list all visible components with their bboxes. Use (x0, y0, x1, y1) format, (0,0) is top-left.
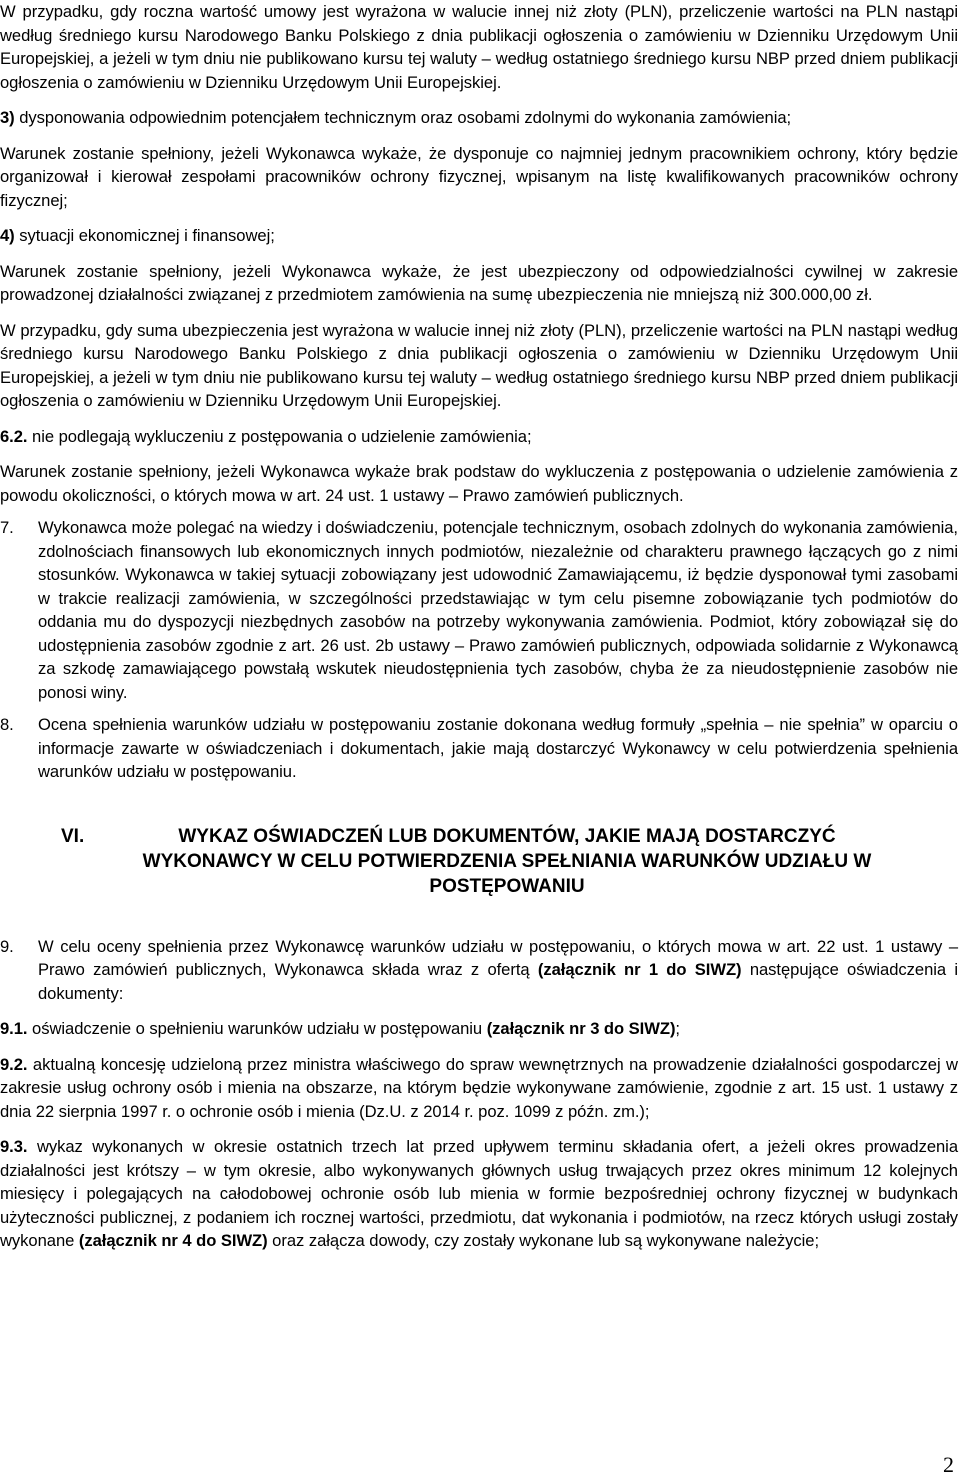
item-9-3-number: 9.3. (0, 1137, 28, 1156)
item-9-3-text-a: wykaz wykonanych w okresie ostatnich trzech lat przed upływem terminu składania ofert, a jeżeli okres prowadzenia działalności jest krótszy – w tym okresie, albo wykonywanych głównych usług trwających przez okres minimum 12 kolejnych miesięcy i polegających na całodobowej ochronie osób lub mienia w formie bezpośredniej ochrony fizycznej w budynkach użyteczności publicznej, z podaniem ich rocznej wartości, przedmiotu, dat wykonania i podmiotów, na rzecz których usługi zostały wykonane (0, 1137, 958, 1250)
item-4-condition: Warunek zostanie spełniony, jeżeli Wykonawca wykaże, że jest ubezpieczony od odpowiedzialności cywilnej w zakresie prowadzonej działalności związanej z przedmiotem zamówienia na sumę ubezpieczenia nie mniejszą niż 300.000,00 zł. (0, 261, 958, 304)
item-6-2-condition: Warunek zostanie spełniony, jeżeli Wykonawca wykaże brak podstaw do wykluczenia z postępowania o udzielenie zamówienia z powodu okoliczności, o których mowa w art. 24 ust. 1 ustawy – Prawo zamówień publicznych. (0, 462, 958, 505)
item-9-documents (0, 935, 958, 1006)
item-3-technical-capacity (0, 106, 958, 130)
item-9-1-attachment-ref: (załącznik nr 3 do SIWZ) (486, 1019, 676, 1038)
item-3-text: dysponowania odpowiednim potencjałem technicznym oraz osobami zdolnymi do wykonania zamówienia; (14, 108, 792, 127)
item-8-number: 8. (0, 715, 14, 734)
item-9-1-text-a: oświadczenie o spełnieniu warunków udziału w postępowaniu (27, 1019, 487, 1038)
item-6-2-number: 6.2. (0, 426, 28, 446)
item-4-text: sytuacji ekonomicznej i finansowej; (14, 226, 275, 245)
item-6-2-exclusion (0, 425, 958, 449)
item-9-1-number: 9.1. (0, 1019, 28, 1038)
item-9-1-statement (0, 1017, 958, 1041)
item-9-1-text-b: ; (675, 1019, 680, 1038)
item-8-text: Ocena spełnienia warunków udziału w postępowaniu zostanie dokonana według formuły „spełnia – nie spełnia” w oparciu o informacje zawarte w oświadczeniach i dokumentach, jakie mają dostarczyć Wykonawcy w celu potwierdzenia spełnienia warunków udziału w postępowaniu. (38, 715, 958, 781)
item-4-number: 4) (0, 226, 15, 245)
item-4-economic-situation (0, 224, 958, 248)
item-9-3-text-b: oraz załącza dowody, czy zostały wykonane lub są wykonywane należycie; (267, 1231, 820, 1250)
item-4-currency-note: W przypadku, gdy suma ubezpieczenia jest wyrażona w walucie innej niż złoty (PLN), przeliczenie wartości na PLN nastąpi według średniego kursu Narodowego Banku Polskiego z dnia publikacji ogłoszenia o zamówieniu w Dzienniku Urzędowym Unii Europejskiej, a jeżeli w tym dniu nie publikowano kursu tej waluty – według ostatniego średniego kursu NBP przed dniem publikacji ogłoszenia o zamówieniu w Dzienniku Urzędowym Unii Europejskiej. (0, 320, 958, 410)
item-6-2-text: nie podlegają wykluczeniu z postępowania o udzielenie zamówienia; (27, 426, 532, 446)
item-9-attachment-ref: (załącznik nr 1 do SIWZ) (537, 960, 742, 979)
item-9-2-concession (0, 1053, 958, 1124)
item-8-evaluation (0, 713, 958, 784)
section-vi-heading (0, 824, 958, 899)
item-9-text (38, 935, 958, 1006)
section-vi-number: VI. (61, 825, 85, 847)
item-7-text: Wykonawca może polegać na wiedzy i doświadczeniu, potencjale technicznym, osobach zdolnych do wykonania zamówienia, zdolnościach finansowych lub ekonomicznych innych podmiotów, niezależnie od charakteru prawnego łączących go z nimi stosunków. Wykonawca w takiej sytuacji zobowiązany jest udowodnić Zamawiającemu, iż będzie dysponował tymi zasobami w trakcie realizacji zamówienia, w szczególności przedstawiając w tym celu pisemne zobowiązanie tych podmiotów do oddania mu do dyspozycji niezbędnych zasobów na potrzeby wykonywania zamówienia. Podmiot, który zobowiązał się do udostępnienia zasobów zgodnie z art. 26 ust. 2b ustawy – Prawo zamówień publicznych, odpowiada solidarnie z Wykonawcą za szkodę zamawiającego powstałą wskutek nieudostępnienia tych zasobów, chyba że za nieudostępnienie zasobów nie ponosi winy. (38, 518, 958, 702)
item-9-3-attachment-ref: (załącznik nr 4 do SIWZ) (78, 1231, 268, 1250)
item-9-2-number: 9.2. (0, 1054, 28, 1074)
item-9-text-a: W celu oceny spełnienia przez Wykonawcę warunków udziału w postępowaniu, o których mowa w art. 22 ust. 1 ustawy – Prawo zamówień publicznych, Wykonawca składa wraz z ofertą (38, 936, 958, 979)
paragraph-annual-value-currency: W przypadku, gdy roczna wartość umowy jest wyrażona w walucie innej niż złoty (PLN), przeliczenie wartości na PLN nastąpi według średniego kursu Narodowego Banku Polskiego z dnia publikacji ogłoszenia o zamówieniu w Dzienniku Urzędowym Unii Europejskiej, a jeżeli w tym dniu nie publikowano kursu tej waluty – według ostatniego średniego kursu NBP przed dniem publikacji ogłoszenia o zamówieniu w Dzienniku Urzędowym Unii Europejskiej. (0, 2, 958, 92)
item-3-number: 3) (0, 108, 15, 127)
item-7-resources (0, 516, 958, 704)
item-9-3-service-list (0, 1135, 958, 1253)
section-vi-title: WYKAZ OŚWIADCZEŃ LUB DOKUMENTÓW, JAKIE MAJĄ DOSTARCZYĆ WYKONAWCY W CELU POTWIERDZENIA SPEŁNIANIA WARUNKÓW UDZIAŁU W POSTĘPOWANIU (142, 825, 872, 897)
item-9-text-b: następujące oświadczenia i dokumenty: (38, 960, 959, 1003)
item-3-condition: Warunek zostanie spełniony, jeżeli Wykonawca wykaże, że dysponuje co najmniej jednym pracownikiem ochrony, który będzie organizował i kierował zespołami pracowników ochrony fizycznej, wpisanym na listę kwalifikowanych pracowników ochrony fizycznej; (0, 143, 958, 210)
item-9-2-text: aktualną koncesję udzieloną przez ministra właściwego do spraw wewnętrznych na prowadzenie działalności gospodarczej w zakresie usług ochrony osób i mienia na obszarze, na którym będzie wykonywane zamówienie, zgodnie z art. 15 ust. 1 ustawy z dnia 22 sierpnia 1997 r. o ochronie osób i mienia (Dz.U. z 2014 r. poz. 1099 z późn. zm.); (0, 1054, 958, 1121)
page-number: 2 (943, 1452, 954, 1477)
item-9-number: 9. (0, 936, 14, 956)
item-7-number: 7. (0, 518, 14, 537)
